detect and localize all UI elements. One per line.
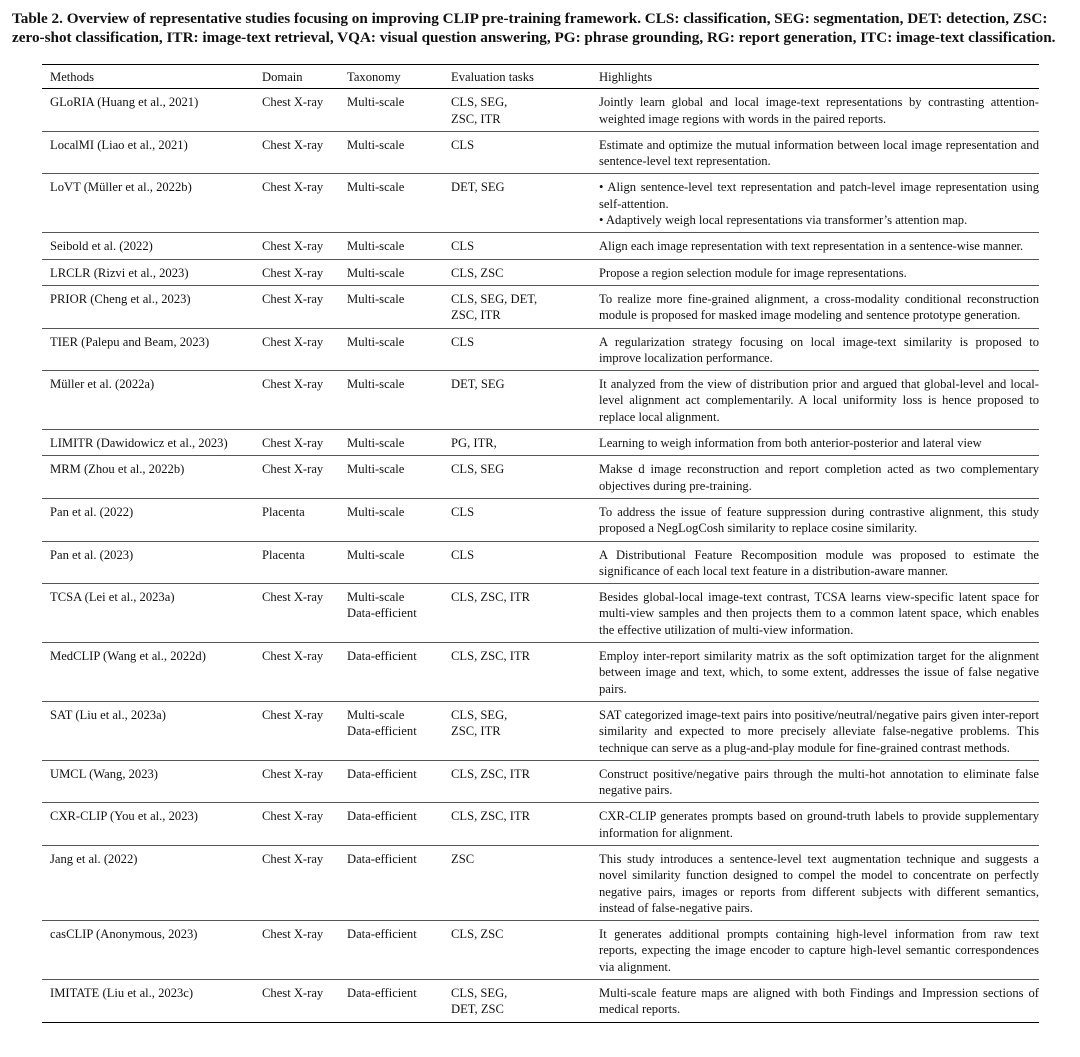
highlights-cell (591, 131, 1039, 174)
domain-cell: Chest X-ray (262, 851, 324, 866)
highlight-line: SAT categorized image-text pairs into positive/neutral/negative pairs given inter-report similarity and expected to more precisely alleviate false-negative problems. This technique can serve as a plug-and-play module for fine-grained contrast methods. (599, 707, 1039, 755)
highlight-line: Learning to weigh information from both anterior-posterior and lateral view (599, 436, 982, 451)
header-taxonomy: Taxonomy (347, 70, 401, 84)
taxonomy-line: Data-efficient (347, 927, 417, 942)
tasks-line: PG, ITR, (451, 436, 497, 451)
highlight-line: To realize more fine-grained alignment, a cross-modality conditional reconstruction module is proposed for masked image modeling and sentence prototype generation. (599, 291, 1039, 323)
table-row (42, 803, 1039, 846)
taxonomy-line: Multi-scale (347, 547, 405, 562)
highlights-cell (591, 456, 1039, 499)
highlight-line: A regularization strategy focusing on local image-text similarity is proposed to improve localization performance. (599, 334, 1039, 365)
domain-cell: Chest X-ray (262, 239, 324, 254)
table-row (42, 921, 1039, 980)
table-row (42, 233, 1039, 259)
tasks-cell (443, 456, 591, 499)
tasks-cell (443, 174, 591, 233)
tasks-line: DET, SEG (451, 180, 505, 195)
highlight-line: Construct positive/negative pairs through the multi-hot annotation to eliminate false negative pairs. (599, 766, 1039, 798)
table-row (42, 760, 1039, 803)
method-cell: LRCLR (Rizvi et al., 2023) (50, 265, 189, 280)
tasks-cell (443, 430, 591, 456)
taxonomy-cell (339, 89, 443, 132)
highlights-cell (591, 498, 1039, 541)
highlights-cell (591, 541, 1039, 584)
table-row (42, 131, 1039, 174)
table-row (42, 371, 1039, 430)
taxonomy-line: Multi-scale (347, 291, 405, 306)
highlights-cell (591, 701, 1039, 760)
highlights-cell (591, 803, 1039, 846)
tasks-cell (443, 845, 591, 920)
taxonomy-cell (339, 131, 443, 174)
method-cell: Seibold et al. (2022) (50, 239, 153, 254)
studies-table (42, 64, 1039, 1023)
domain-cell: Chest X-ray (262, 377, 324, 392)
method-cell: SAT (Liu et al., 2023a) (50, 707, 166, 722)
tasks-line: CLS (451, 239, 475, 254)
taxonomy-cell (339, 803, 443, 846)
method-cell: CXR-CLIP (You et al., 2023) (50, 809, 198, 824)
taxonomy-cell (339, 233, 443, 259)
highlight-line: Makse d image reconstruction and report completion acted as two complementary objectives during pre-training. (599, 462, 1039, 493)
taxonomy-line: Data-efficient (347, 986, 417, 1001)
table-row (42, 980, 1039, 1023)
method-cell: Pan et al. (2022) (50, 504, 134, 519)
method-cell: GLoRIA (Huang et al., 2021) (50, 95, 199, 110)
domain-cell: Chest X-ray (262, 986, 324, 1001)
header-domain: Domain (262, 70, 303, 84)
domain-cell: Chest X-ray (262, 707, 324, 722)
tasks-cell (443, 643, 591, 702)
tasks-cell (443, 89, 591, 132)
highlight-line: Besides global-local image-text contrast, TCSA learns view-specific latent space for multi-view samples and then projects them to a common latent space, which enables the effective utilization of multi-view information. (599, 590, 1039, 637)
taxonomy-cell (339, 430, 443, 456)
taxonomy-line: Multi-scale (347, 436, 405, 451)
tasks-cell (443, 803, 591, 846)
highlights-cell (591, 233, 1039, 259)
table-body (42, 89, 1039, 1022)
domain-cell: Chest X-ray (262, 766, 324, 781)
taxonomy-line: Multi-scale (347, 239, 405, 254)
taxonomy-line: Multi-scale (347, 137, 405, 152)
taxonomy-cell (339, 371, 443, 430)
table-caption: Table 2. Overview of representative studies focusing on improving CLIP pre-training framework. CLS: classification, SEG: segmentation, DET: detection, ZSC: zero-shot classification, ITR: image-text retrieval, VQA: visual question answering, PG: phrase grounding, RG: report generation, ITC: image-text classification. (12, 10, 1056, 46)
highlight-line: Jointly learn global and local image-text representations by contrasting attention-weighted image regions with words in the paired reports. (599, 95, 1039, 126)
tasks-line: CLS, SEG, (451, 95, 508, 110)
tasks-cell (443, 285, 591, 328)
taxonomy-line: Multi-scale (347, 334, 405, 349)
tasks-line: ZSC, ITR (451, 308, 501, 323)
method-cell: PRIOR (Cheng et al., 2023) (50, 291, 191, 306)
tasks-line: CLS, SEG, (451, 707, 508, 722)
highlights-cell (591, 89, 1039, 132)
domain-cell: Chest X-ray (262, 649, 324, 664)
header-evaluation-tasks: Evaluation tasks (451, 70, 534, 84)
table-row (42, 456, 1039, 499)
domain-cell: Chest X-ray (262, 265, 324, 280)
domain-cell: Chest X-ray (262, 436, 324, 451)
taxonomy-line: Data-efficient (347, 851, 417, 866)
tasks-line: CLS, SEG, DET, (451, 291, 538, 306)
tasks-cell (443, 233, 591, 259)
highlights-cell (591, 174, 1039, 233)
taxonomy-cell (339, 456, 443, 499)
tasks-line: CLS, ZSC (451, 265, 504, 280)
tasks-cell (443, 584, 591, 643)
taxonomy-cell (339, 328, 443, 371)
tasks-cell (443, 259, 591, 285)
taxonomy-cell (339, 921, 443, 980)
taxonomy-line: Multi-scale (347, 180, 405, 195)
highlight-line: It generates additional prompts containing high-level information from raw text reports, expecting the image encoder to capture high-level semantic correspondences via alignment. (599, 927, 1039, 974)
domain-cell: Placenta (262, 504, 305, 519)
taxonomy-line: Data-efficient (347, 766, 417, 781)
tasks-line: ZSC (451, 851, 475, 866)
method-cell: UMCL (Wang, 2023) (50, 766, 158, 781)
taxonomy-line: Multi-scale (347, 707, 405, 722)
method-cell: TIER (Palepu and Beam, 2023) (50, 334, 210, 349)
taxonomy-cell (339, 259, 443, 285)
tasks-line: CLS (451, 547, 475, 562)
tasks-line: CLS, ZSC, ITR (451, 649, 531, 664)
tasks-cell (443, 760, 591, 803)
method-cell: Pan et al. (2023) (50, 547, 134, 562)
highlight-line: It analyzed from the view of distribution prior and argued that global-level and local-level alignment act complementarily. A local uniformity loss is hence proposed to replace local alignment. (599, 377, 1039, 424)
tasks-line: ZSC, ITR (451, 111, 501, 126)
taxonomy-cell (339, 980, 443, 1023)
method-cell: Müller et al. (2022a) (50, 377, 155, 392)
tasks-line: CLS (451, 334, 475, 349)
highlights-cell (591, 921, 1039, 980)
tasks-line: CLS, ZSC, ITR (451, 766, 531, 781)
highlight-line: Propose a region selection module for image representations. (599, 265, 907, 280)
method-cell: casCLIP (Anonymous, 2023) (50, 927, 198, 942)
domain-cell: Chest X-ray (262, 95, 324, 110)
tasks-line: CLS (451, 137, 475, 152)
taxonomy-line: Multi-scale (347, 462, 405, 477)
table-row (42, 541, 1039, 584)
taxonomy-line: Multi-scale (347, 590, 405, 605)
taxonomy-line: Data-efficient (347, 606, 417, 621)
highlights-cell (591, 430, 1039, 456)
tasks-cell (443, 541, 591, 584)
table-row (42, 643, 1039, 702)
highlights-cell (591, 845, 1039, 920)
tasks-line: CLS, ZSC, ITR (451, 809, 531, 824)
highlights-cell (591, 643, 1039, 702)
domain-cell: Chest X-ray (262, 291, 324, 306)
method-cell: LIMITR (Dawidowicz et al., 2023) (50, 436, 228, 451)
highlight-line: Multi-scale feature maps are aligned with both Findings and Impression sections of medical reports. (599, 986, 1039, 1017)
tasks-cell (443, 980, 591, 1023)
highlight-line: CXR-CLIP generates prompts based on ground-truth labels to provide supplementary information for alignment. (599, 809, 1039, 840)
tasks-cell (443, 371, 591, 430)
taxonomy-cell (339, 498, 443, 541)
method-cell: MRM (Zhou et al., 2022b) (50, 462, 185, 477)
tasks-cell (443, 131, 591, 174)
method-cell: IMITATE (Liu et al., 2023c) (50, 986, 194, 1001)
tasks-cell (443, 701, 591, 760)
table-row (42, 584, 1039, 643)
tasks-line: ZSC, ITR (451, 724, 501, 739)
highlights-cell (591, 980, 1039, 1023)
tasks-line: CLS, SEG, (451, 986, 508, 1001)
taxonomy-cell (339, 584, 443, 643)
tasks-line: CLS, ZSC (451, 927, 504, 942)
method-cell: TCSA (Lei et al., 2023a) (50, 590, 175, 605)
taxonomy-line: Multi-scale (347, 377, 405, 392)
highlights-cell (591, 760, 1039, 803)
tasks-cell (443, 328, 591, 371)
tasks-line: DET, SEG (451, 377, 505, 392)
tasks-cell (443, 921, 591, 980)
table-row (42, 498, 1039, 541)
table-row (42, 259, 1039, 285)
highlight-line: A Distributional Feature Recomposition module was proposed to estimate the significance of each local text feature in a distribution-aware manner. (599, 547, 1039, 578)
tasks-line: CLS, ZSC, ITR (451, 590, 531, 605)
taxonomy-line: Multi-scale (347, 504, 405, 519)
domain-cell: Chest X-ray (262, 180, 324, 195)
highlight-line: • Adaptively weigh local representations via transformer’s attention map. (599, 213, 968, 228)
highlight-line: Estimate and optimize the mutual information between local image representation and sentence-level text representation. (599, 137, 1039, 169)
header-highlights: Highlights (599, 70, 653, 84)
table-row (42, 845, 1039, 920)
domain-cell: Chest X-ray (262, 809, 324, 824)
taxonomy-cell (339, 285, 443, 328)
domain-cell: Chest X-ray (262, 927, 324, 942)
highlights-cell (591, 328, 1039, 371)
tasks-line: CLS (451, 504, 475, 519)
highlights-cell (591, 285, 1039, 328)
domain-cell: Placenta (262, 547, 305, 562)
tasks-line: CLS, SEG (451, 462, 505, 477)
highlight-line: To address the issue of feature suppression during contrastive alignment, this study proposed a NegLogCosh similarity to replace cosine similarity. (599, 504, 1039, 536)
taxonomy-line: Multi-scale (347, 265, 405, 280)
method-cell: LoVT (Müller et al., 2022b) (50, 180, 192, 195)
domain-cell: Chest X-ray (262, 334, 324, 349)
method-cell: MedCLIP (Wang et al., 2022d) (50, 649, 206, 664)
taxonomy-cell (339, 845, 443, 920)
taxonomy-line: Data-efficient (347, 649, 417, 664)
highlight-line: Employ inter-report similarity matrix as the soft optimization target for the alignment between image and text, which, to some extent, addresses the issue of false negative pairs. (599, 649, 1039, 696)
header-row (42, 65, 1039, 89)
table-row (42, 701, 1039, 760)
highlights-cell (591, 259, 1039, 285)
table-row (42, 285, 1039, 328)
table-row (42, 174, 1039, 233)
tasks-line: DET, ZSC (451, 1002, 504, 1017)
taxonomy-cell (339, 760, 443, 803)
highlights-cell (591, 584, 1039, 643)
table-row (42, 328, 1039, 371)
table-row (42, 89, 1039, 132)
table-row (42, 430, 1039, 456)
method-cell: LocalMI (Liao et al., 2021) (50, 137, 188, 152)
taxonomy-line: Multi-scale (347, 95, 405, 110)
highlight-line: This study introduces a sentence-level text augmentation technique and suggests a novel similarity function designed to compel the model to concentrate on perfectly negative pairs, images or reports from different subjects with different semantics, instead of false-negative pairs. (599, 851, 1039, 915)
header-methods: Methods (50, 70, 95, 84)
domain-cell: Chest X-ray (262, 137, 324, 152)
highlights-cell (591, 371, 1039, 430)
taxonomy-cell (339, 541, 443, 584)
highlight-line: Align each image representation with text representation in a sentence-wise manner. (599, 239, 1024, 254)
taxonomy-line: Data-efficient (347, 724, 417, 739)
taxonomy-cell (339, 701, 443, 760)
domain-cell: Chest X-ray (262, 590, 324, 605)
taxonomy-cell (339, 174, 443, 233)
tasks-cell (443, 498, 591, 541)
taxonomy-cell (339, 643, 443, 702)
taxonomy-line: Data-efficient (347, 809, 417, 824)
domain-cell: Chest X-ray (262, 462, 324, 477)
method-cell: Jang et al. (2022) (50, 851, 138, 866)
highlight-line: • Align sentence-level text representation and patch-level image representation using self-attention. (599, 180, 1039, 211)
